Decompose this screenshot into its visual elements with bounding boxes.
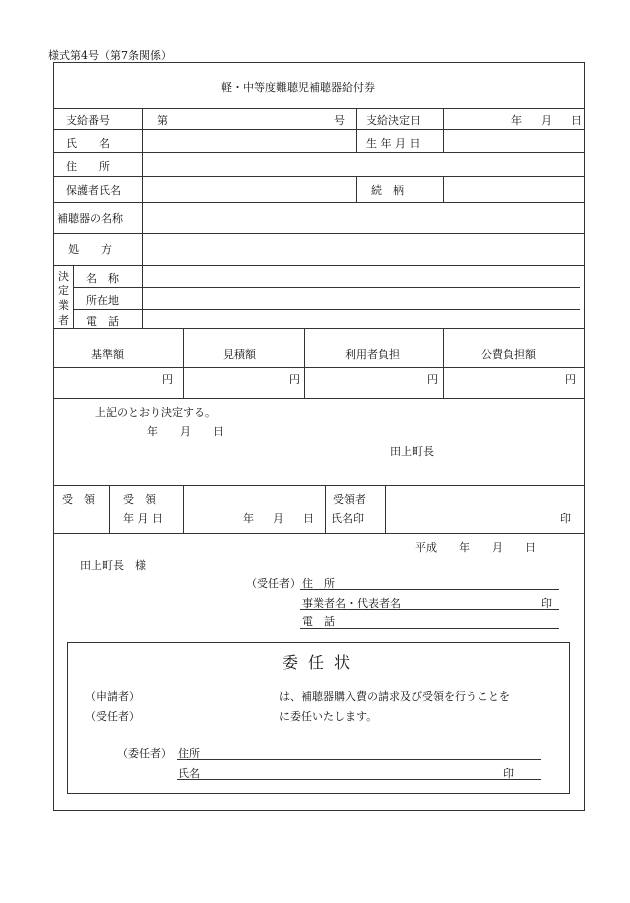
label-birthdate: 生 年 月 日 xyxy=(366,137,421,150)
delegator-name-label: 氏名 xyxy=(178,767,200,780)
mandate-applicant: （申請者） xyxy=(85,690,140,703)
unit-yen-1: 円 xyxy=(162,373,173,386)
mandate-text-1: は、補聴器購入費の請求及び受領を行うことを xyxy=(279,690,510,703)
form-title: 軽・中等度難聴児補聴器給付券 xyxy=(221,81,375,94)
header-estimate-amount: 見積額 xyxy=(223,348,256,361)
mandate-title: 委任状 xyxy=(282,653,361,672)
header-standard-amount: 基準額 xyxy=(91,348,124,361)
label-vendor-phone: 電 話 xyxy=(86,315,119,328)
agent-label: （受任者） xyxy=(246,577,301,590)
delegator-label: （委任者） xyxy=(117,747,172,760)
form-id: 様式第4号（第7条関係） xyxy=(48,49,172,62)
text-dai: 第 xyxy=(157,114,168,127)
mandate-text-2: に委任いたします。 xyxy=(279,710,378,723)
unit-yen-2: 円 xyxy=(289,373,300,386)
decision-date-value: 年 月 日 xyxy=(511,114,586,127)
vendor-side-3: 業 xyxy=(58,299,69,312)
decision-text: 上記のとおり決定する。 xyxy=(95,406,216,419)
receipt-seal: 印 xyxy=(560,512,571,525)
unit-yen-3: 円 xyxy=(427,373,438,386)
label-payment-number: 支給番号 xyxy=(66,114,110,127)
label-name: 氏 名 xyxy=(66,137,110,150)
header-public-burden: 公費負担額 xyxy=(481,348,536,361)
label-vendor-name: 名 称 xyxy=(86,272,119,285)
decision-authority: 田上町長 xyxy=(390,445,434,458)
vendor-side-4: 者 xyxy=(58,314,69,327)
delegator-seal: 印 xyxy=(503,767,514,780)
label-decision-date: 支給決定日 xyxy=(366,114,421,127)
label-device-name: 補聴器の名称 xyxy=(57,212,123,225)
label-receipt-date-top: 受 領 xyxy=(123,493,156,506)
agent-seal: 印 xyxy=(541,597,552,610)
header-user-burden: 利用者負担 xyxy=(345,348,400,361)
label-receiver-top: 受領者 xyxy=(333,493,366,506)
label-receiver-bottom: 氏名印 xyxy=(331,512,364,525)
agent-address-label: 住 所 xyxy=(302,577,335,590)
label-vendor-location: 所在地 xyxy=(86,294,119,307)
label-address: 住 所 xyxy=(66,160,110,173)
delegation-date: 平成 年 月 日 xyxy=(415,541,536,554)
label-receipt-date-bottom: 年 月 日 xyxy=(123,512,163,525)
text-go: 号 xyxy=(334,114,345,127)
agent-business-label: 事業者名・代表者名 xyxy=(302,597,401,610)
delegator-address-label: 住所 xyxy=(178,747,200,760)
vendor-side-1: 決 xyxy=(58,270,69,283)
label-guardian-name: 保護者氏名 xyxy=(66,184,121,197)
label-prescription: 処 方 xyxy=(68,243,112,256)
label-receipt: 受 領 xyxy=(62,493,95,506)
agent-phone-label: 電 話 xyxy=(302,615,335,628)
delegation-addressee: 田上町長 様 xyxy=(80,559,146,572)
label-relationship: 続 柄 xyxy=(371,184,404,197)
mandate-agent: （受任者） xyxy=(85,710,140,723)
receipt-date-value: 年 月 日 xyxy=(243,512,318,525)
unit-yen-4: 円 xyxy=(565,373,576,386)
decision-date: 年 月 日 xyxy=(147,425,224,438)
vendor-side-2: 定 xyxy=(58,284,69,297)
